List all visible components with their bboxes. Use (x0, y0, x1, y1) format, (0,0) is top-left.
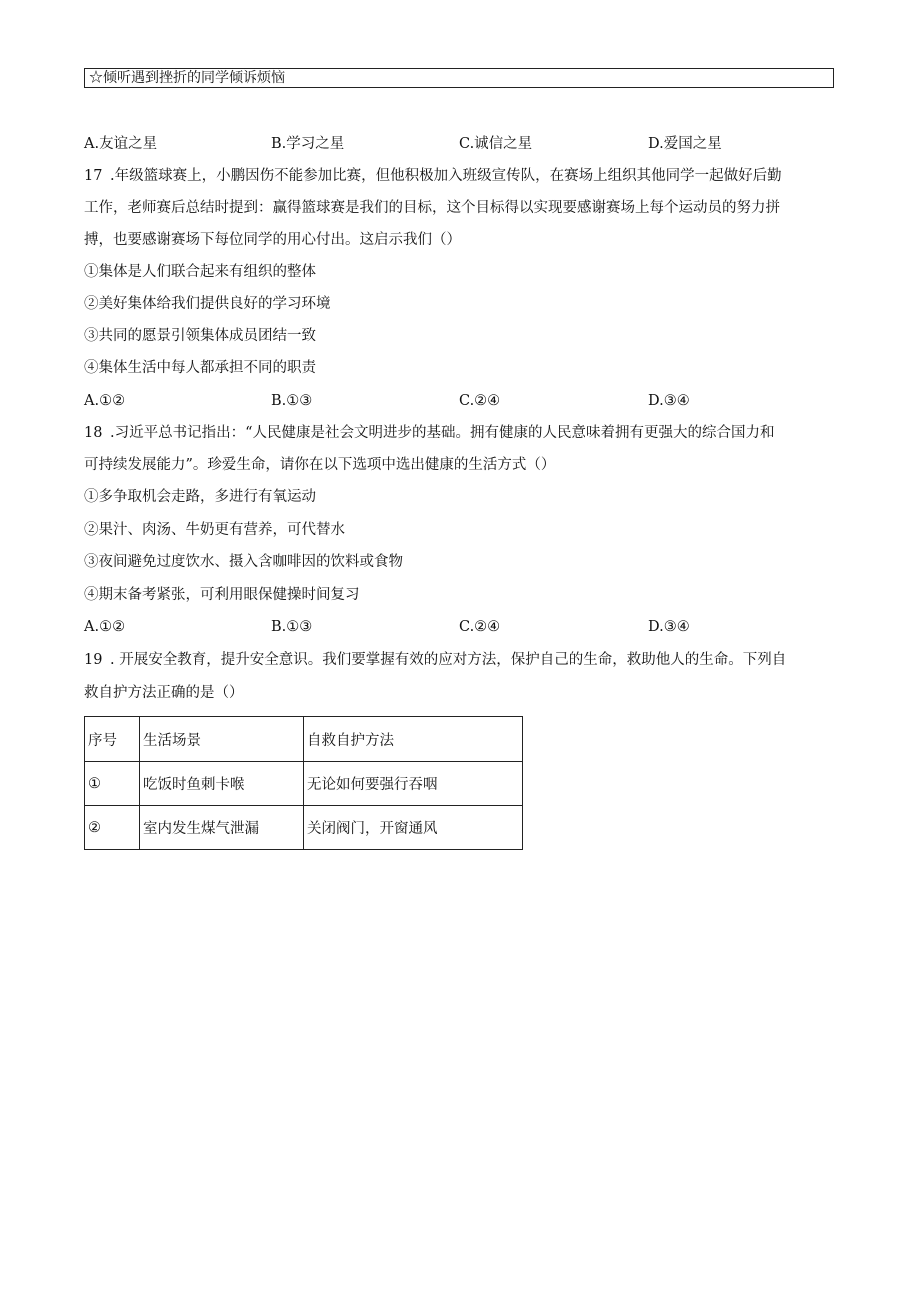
q17-option-a: A.①② (84, 393, 126, 409)
table-header-row (85, 717, 523, 762)
table-cell: 吃饭时鱼刺卡喉 (140, 762, 304, 806)
q17-option-d: D.③④ (648, 393, 690, 409)
q19-number: 19 (84, 652, 103, 668)
table-row (85, 806, 523, 850)
q18-stem-line-1 (84, 423, 775, 443)
q18-item-2: ②果汁、肉汤、牛奶更有营养，可代替水 (84, 522, 345, 538)
answer-option-box: ☆倾听遇到挫折的同学倾诉烦恼 (84, 68, 834, 88)
table-cell: ② (85, 806, 140, 850)
q19-table (84, 716, 523, 850)
q18-option-d: D.③④ (648, 619, 690, 635)
q17-stem-line-2: 工作，老师赛后总结时提到：赢得篮球赛是我们的目标，这个目标得以实现要感谢赛场上每个运动员的努力拼 (84, 200, 780, 216)
table-row (85, 762, 523, 806)
q17-option-c: C.②④ (459, 393, 501, 409)
q18-option-c: C.②④ (459, 619, 501, 635)
q17-item-3: ③共同的愿景引领集体成员团结一致 (84, 328, 316, 344)
q19-stem-line-2: 救自护方法正确的是（） (84, 685, 244, 701)
q17-item-1: ①集体是人们联合起来有组织的整体 (84, 264, 316, 280)
table-cell: ① (85, 762, 140, 806)
q18-stem-line-2: 可持续发展能力”。珍爱生命，请你在以下选项中选出健康的生活方式（） (84, 457, 556, 473)
q18-option-b: B.①③ (271, 619, 313, 635)
q17-stem-line-1 (84, 166, 782, 186)
q16-option-b: B.学习之星 (271, 136, 345, 152)
q18-item-1: ①多争取机会走路，多进行有氧运动 (84, 489, 316, 505)
q16-option-a: A.友谊之星 (84, 136, 158, 152)
table-cell: 关闭阀门，开窗通风 (304, 806, 523, 850)
q16-option-c: C.诚信之星 (459, 136, 533, 152)
table-header-cell: 序号 (85, 717, 140, 762)
table-cell: 室内发生煤气泄漏 (140, 806, 304, 850)
q18-option-a: A.①② (84, 619, 126, 635)
q17-option-b: B.①③ (271, 393, 313, 409)
q17-item-4: ④集体生活中每人都承担不同的职责 (84, 360, 316, 376)
table-header-cell: 生活场景 (140, 717, 304, 762)
q18-item-3: ③夜间避免过度饮水、摄入含咖啡因的饮料或食物 (84, 554, 403, 570)
table-header-cell: 自救自护方法 (304, 717, 523, 762)
q17-stem-line-3: 搏，也要感谢赛场下每位同学的用心付出。这启示我们（） (84, 232, 461, 248)
table-cell: 无论如何要强行吞咽 (304, 762, 523, 806)
q18-stem-text-1: .习近平总书记指出：“人民健康是社会文明进步的基础。拥有健康的人民意味着拥有更强大的综合国力和 (110, 425, 775, 441)
q17-stem-text-1: .年级篮球赛上，小鹏因伤不能参加比赛，但他积极加入班级宣传队，在赛场上组织其他同学一起做好后勤 (110, 168, 782, 184)
q16-option-d: D.爱国之星 (648, 136, 722, 152)
q18-number: 18 (84, 425, 103, 441)
q17-item-2: ②美好集体给我们提供良好的学习环境 (84, 296, 331, 312)
q17-number: 17 (84, 168, 103, 184)
q18-item-4: ④期末备考紧张，可利用眼保健操时间复习 (84, 587, 360, 603)
q19-stem-text-1: . 开展安全教育，提升安全意识。我们要掌握有效的应对方法，保护自己的生命，救助他人的生命。下列自 (110, 652, 787, 668)
q19-stem-line-1 (84, 650, 786, 670)
